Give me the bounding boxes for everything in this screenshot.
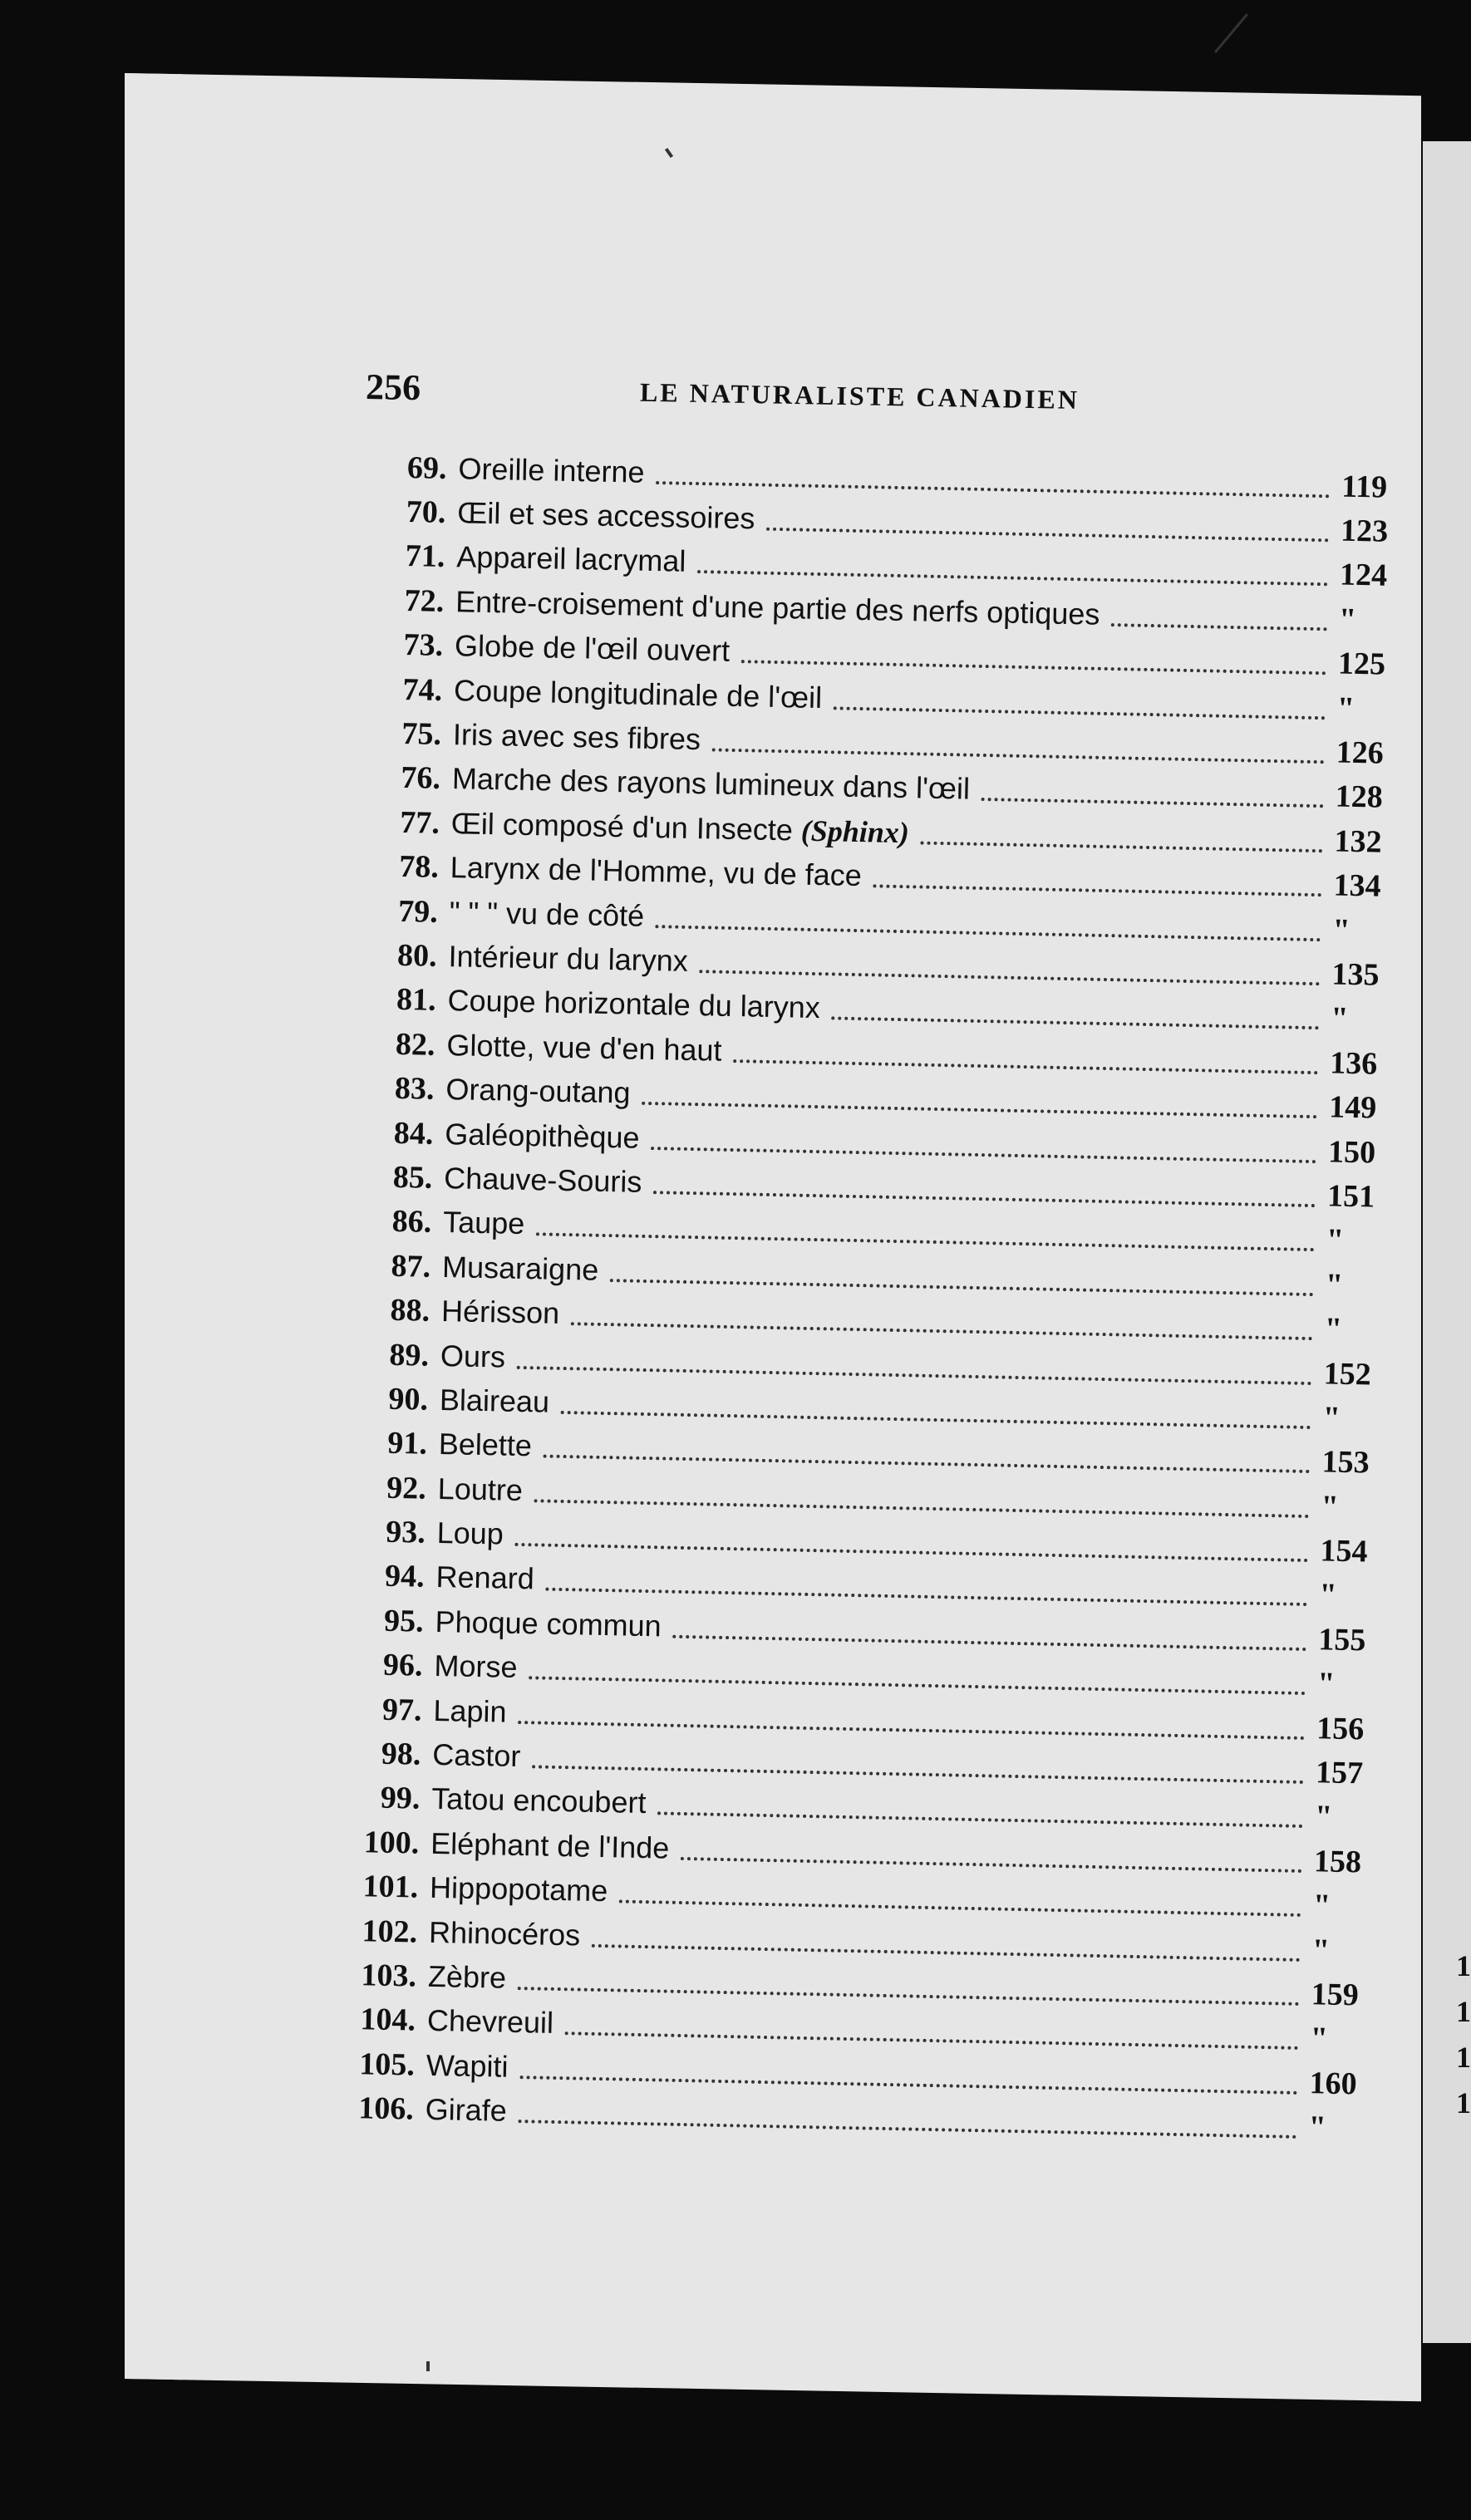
entry-number: 69. [406, 449, 447, 486]
entry-title [426, 2048, 509, 2085]
entry-number: 86. [391, 1204, 432, 1240]
entry-number: 79. [397, 893, 439, 930]
entry-page: " [1319, 1577, 1337, 1614]
entry-page: 132 [1334, 823, 1383, 860]
entry-number: 73. [403, 627, 444, 664]
entry-title-text: Loup [436, 1515, 504, 1551]
entry-title-text: Entre-croisement d'une partie des nerfs optiques [455, 584, 1100, 631]
dot-leader [834, 706, 1326, 720]
entry-title-text: Globe de l'œil ouvert [454, 628, 731, 669]
dot-leader [873, 885, 1322, 897]
dot-leader [592, 1943, 1301, 1961]
entry-title-text: Chauve-Souris [443, 1161, 642, 1199]
entry-page: " [1332, 912, 1351, 948]
entry-number: 95. [383, 1603, 425, 1639]
entry-title [443, 1205, 525, 1241]
entry-number: 100. [363, 1825, 420, 1861]
dot-leader [766, 528, 1329, 543]
entry-number: 78. [398, 849, 440, 886]
entry-title-text: Iris avec ses fibres [452, 717, 701, 757]
entry-title [452, 762, 971, 807]
entry-page: 154 [1320, 1533, 1368, 1569]
entry-number: 99. [380, 1781, 421, 1817]
entry-page: 134 [1333, 867, 1381, 904]
entry-title-text: Intérieur du larynx [448, 939, 689, 978]
entry-title-text: Blaireau [439, 1382, 550, 1419]
entry-page: 124 [1339, 558, 1388, 594]
entry-title [430, 1870, 608, 1908]
entry-title [435, 1560, 534, 1596]
entry-number: 71. [405, 538, 445, 575]
entry-title [456, 540, 686, 580]
entry-title [434, 1648, 518, 1685]
entry-page: " [1310, 2021, 1329, 2056]
entry-title [455, 584, 1100, 632]
entry-title-text: Galéopithèque [444, 1116, 640, 1155]
entry-title [445, 1072, 631, 1110]
entry-page: 156 [1316, 1710, 1365, 1747]
entry-number: 82. [395, 1026, 435, 1063]
entry-title-text: Morse [434, 1648, 518, 1685]
dot-leader [712, 748, 1325, 764]
entry-title-text: Coupe horizontale du larynx [447, 983, 821, 1025]
entry-title-text: Tatou encoubert [430, 1781, 647, 1820]
entry-title [448, 939, 688, 979]
entry-page: 136 [1329, 1045, 1378, 1082]
entry-title-text: Oreille interne [458, 450, 645, 489]
entry-title [435, 1604, 662, 1643]
entry-title [458, 451, 645, 489]
entry-title-text: Larynx de l'Homme, vu de face [450, 850, 863, 893]
entry-title-text: Renard [435, 1560, 535, 1596]
entry-page: " [1321, 1489, 1340, 1525]
entry-title-text: Loutre [437, 1471, 524, 1507]
dot-leader [831, 1017, 1319, 1030]
entry-number: 93. [385, 1514, 426, 1550]
entry-page: 149 [1328, 1089, 1377, 1126]
entry-page: " [1322, 1400, 1341, 1436]
entry-page: " [1311, 1932, 1331, 1968]
entry-number: 104. [360, 2002, 416, 2038]
entry-number: 85. [392, 1159, 433, 1196]
entry-number: 94. [384, 1559, 426, 1595]
stray-mark [426, 2361, 430, 2371]
entry-title [430, 1826, 670, 1866]
dot-leader [699, 970, 1320, 985]
entry-page: 150 [1327, 1133, 1376, 1171]
entry-title [425, 2092, 507, 2129]
dot-leader [733, 1059, 1318, 1074]
entry-title [457, 495, 755, 536]
dot-leader [981, 798, 1324, 808]
dot-leader [921, 841, 1323, 852]
entry-title-text: Girafe [425, 2091, 508, 2128]
entry-title-text: Lapin [433, 1692, 507, 1729]
entry-title [450, 806, 909, 850]
entry-title-text: Wapiti [426, 2047, 509, 2084]
dot-leader [653, 1191, 1316, 1207]
entry-number: 103. [361, 1958, 417, 1994]
facing-page-edge: 1 1 1 1 [1423, 141, 1471, 2343]
entry-page: 152 [1323, 1355, 1372, 1393]
entry-page: " [1338, 602, 1357, 637]
entry-number: 97. [381, 1692, 422, 1728]
dot-leader [657, 1812, 1303, 1829]
entry-page: " [1336, 690, 1355, 726]
entry-title-text: Belette [438, 1427, 533, 1463]
entry-number: 84. [393, 1115, 434, 1152]
dot-leader [697, 571, 1328, 587]
dot-leader [656, 925, 1321, 941]
entry-page: 151 [1326, 1178, 1375, 1215]
entry-page: " [1308, 2110, 1327, 2145]
entry-page: 155 [1317, 1622, 1366, 1658]
entry-page: 157 [1315, 1755, 1364, 1791]
running-head: LE NATURALISTE CANADIEN [639, 376, 1080, 415]
entry-title [431, 1781, 647, 1820]
entry-title-text: Rhinocéros [428, 1914, 581, 1953]
entry-title [441, 1294, 560, 1331]
entry-number: 87. [391, 1248, 431, 1285]
entry-title [449, 895, 644, 934]
entry-page: 159 [1311, 1977, 1360, 2013]
entry-title-text: Chevreuil [426, 2003, 554, 2041]
entry-title-text: Musaraigne [441, 1249, 599, 1287]
entry-number: 88. [390, 1292, 430, 1329]
entry-page: 123 [1340, 513, 1389, 549]
entry-page: 128 [1335, 779, 1384, 816]
entry-title [453, 717, 701, 757]
entry-page: " [1316, 1666, 1336, 1702]
entry-number: 90. [388, 1381, 429, 1417]
entry-page: 135 [1331, 956, 1380, 993]
entry-number: 76. [401, 760, 441, 797]
entry-page: 126 [1336, 734, 1385, 771]
entry-title-text: Zèbre [427, 1958, 507, 1995]
entry-title-text: Hippopotame [429, 1870, 608, 1908]
entry-number: 83. [394, 1071, 435, 1107]
entry-page: 153 [1321, 1444, 1370, 1481]
entry-title [437, 1471, 523, 1508]
dot-leader [610, 1279, 1314, 1296]
dot-leader [672, 1635, 1306, 1651]
entry-number: 101. [362, 1869, 419, 1905]
entry-title [440, 1339, 506, 1375]
entry-page: 119 [1341, 469, 1388, 505]
entry-number: 91. [386, 1426, 428, 1462]
entry-title-italic: (Sphinx) [800, 813, 910, 850]
dot-leader [619, 1900, 1301, 1917]
entry-title-text: " " " vu de côté [449, 894, 645, 933]
entry-page: " [1325, 1267, 1344, 1303]
dot-leader [519, 2120, 1297, 2139]
entry-title-text: Eléphant de l'Inde [430, 1825, 670, 1865]
entry-number: 106. [357, 2090, 415, 2127]
dot-leader [741, 660, 1326, 675]
entry-title-text: Œil composé d'un Insecte [450, 805, 794, 847]
entry-title [444, 1161, 642, 1200]
entry-title-text: Taupe [442, 1205, 525, 1241]
entry-page: " [1312, 1888, 1331, 1923]
entry-page: 160 [1309, 2065, 1358, 2102]
entry-title-text: Appareil lacrymal [455, 539, 686, 579]
entry-title [429, 1914, 581, 1953]
entry-title-text: Castor [431, 1736, 521, 1774]
entry-title [446, 1028, 722, 1068]
entry-number: 105. [358, 2046, 416, 2083]
entry-page: " [1330, 1000, 1349, 1037]
entry-title-text: Œil et ses accessoires [456, 495, 755, 536]
entry-number: 74. [402, 671, 443, 708]
entry-number: 80. [396, 937, 438, 974]
entry-number: 98. [381, 1736, 421, 1772]
dot-leader [642, 1102, 1317, 1118]
entry-number: 72. [404, 582, 445, 619]
entry-number: 96. [382, 1647, 423, 1683]
entry-title-text: Hérisson [440, 1294, 560, 1330]
entry-number: 81. [396, 982, 437, 1019]
dot-leader [651, 1147, 1316, 1163]
figure-list [332, 445, 1400, 2150]
entry-title [436, 1515, 504, 1552]
entry-title-text: Orang-outang [445, 1072, 631, 1110]
entry-title [454, 673, 823, 715]
entry-title [447, 983, 820, 1025]
stray-mark [1214, 13, 1248, 53]
entry-title [450, 850, 862, 893]
entry-number: 77. [399, 804, 440, 841]
entry-title [445, 1117, 640, 1156]
entry-title [442, 1250, 599, 1288]
entry-number: 70. [406, 494, 446, 531]
dot-leader [681, 1857, 1302, 1873]
entry-number: 75. [401, 715, 442, 752]
entry-number: 89. [389, 1337, 430, 1373]
entry-page: 125 [1337, 646, 1386, 682]
entry-page: " [1314, 1799, 1333, 1835]
dot-leader [1111, 623, 1327, 631]
entry-title [427, 2003, 554, 2041]
entry-title [432, 1737, 521, 1774]
entry-number: 92. [386, 1470, 427, 1506]
entry-title-text: Marche des rayons lumineux dans l'œil [451, 761, 971, 807]
page-number: 256 [365, 366, 421, 409]
entry-title-text: Glotte, vue d'en haut [446, 1027, 722, 1068]
entry-page: 158 [1313, 1844, 1362, 1880]
entry-page: " [1326, 1222, 1345, 1259]
entry-title-text: Phoque commun [435, 1604, 662, 1643]
dot-leader [656, 481, 1330, 498]
entry-title [438, 1427, 532, 1463]
entry-title [428, 1959, 507, 1996]
entry-title-text: Coupe longitudinale de l'œil [453, 672, 823, 715]
entry-title [440, 1383, 550, 1420]
entry-title [433, 1693, 507, 1730]
entry-title [455, 628, 731, 669]
entry-title-text: Ours [440, 1338, 506, 1374]
entry-number: 102. [362, 1913, 418, 1950]
entry-page: " [1324, 1311, 1343, 1347]
